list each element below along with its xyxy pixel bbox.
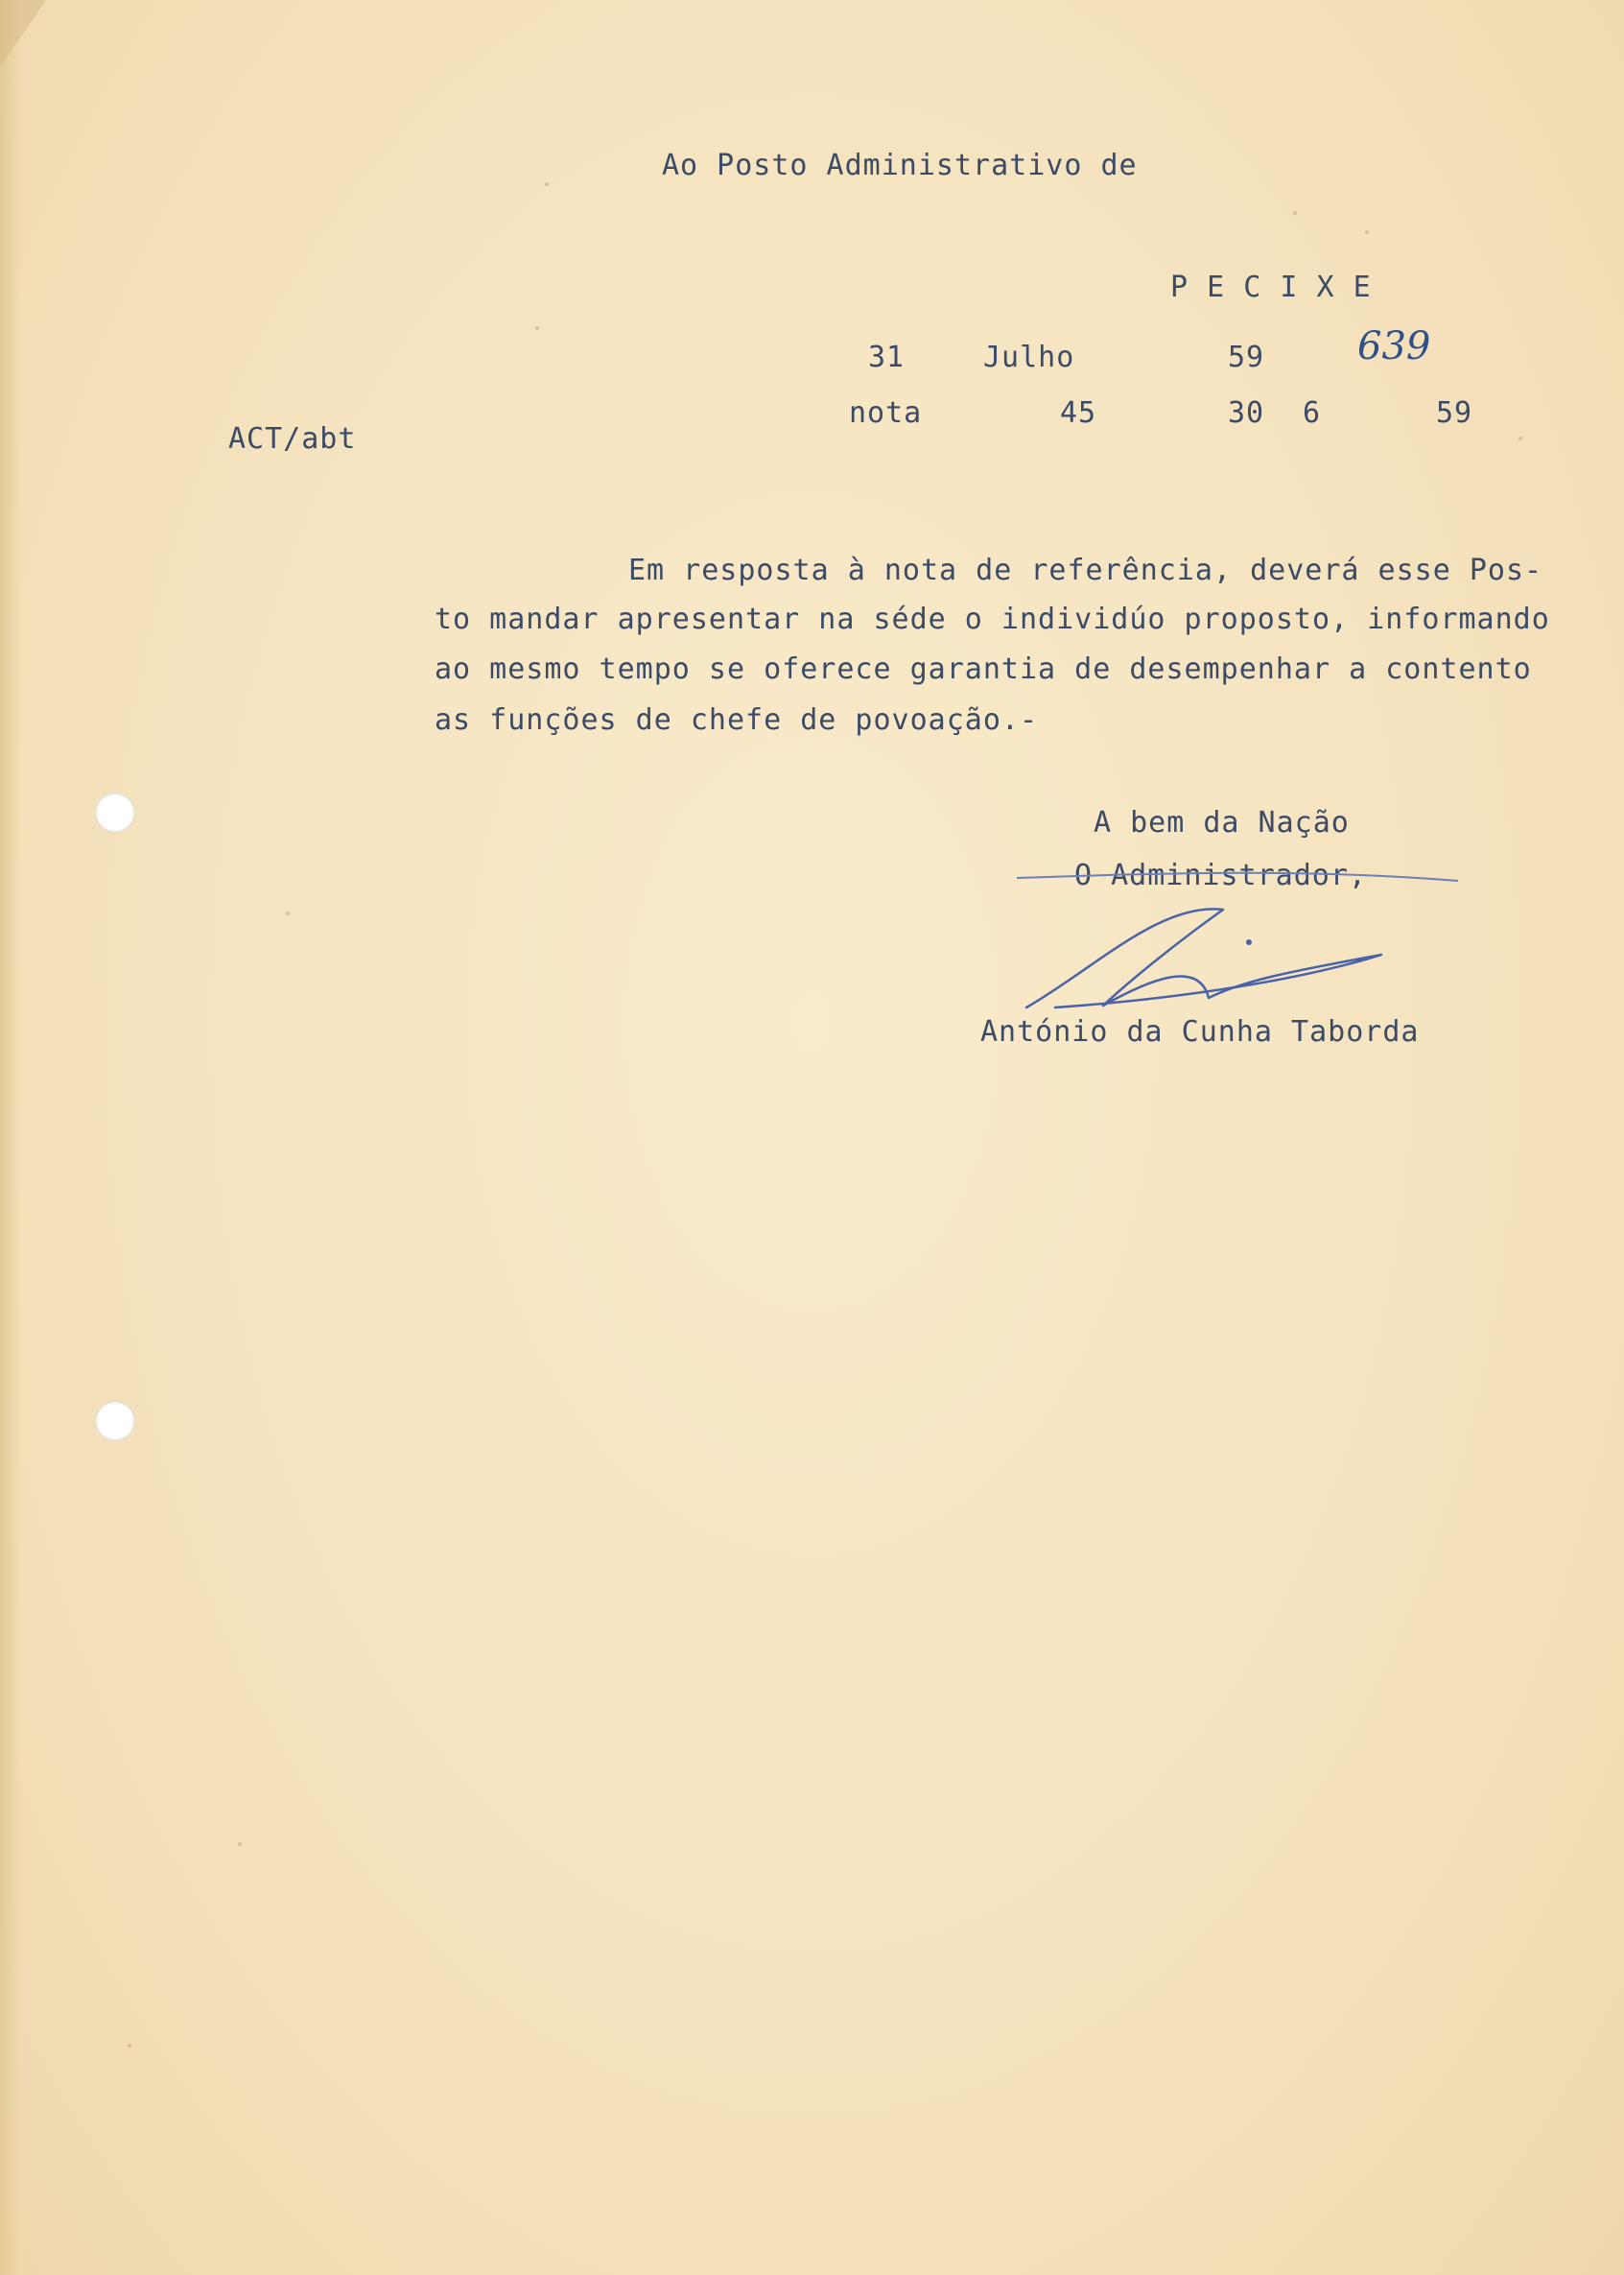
body-line-3: ao mesmo tempo se oferece garantia de desempenhar a contento [435, 652, 1532, 686]
addressee-line: Ao Posto Administrativo de [662, 149, 1138, 182]
paper-speck [238, 1842, 242, 1846]
ref-month: 6 [1303, 396, 1322, 430]
signatory-name: António da Cunha Taborda [980, 1015, 1420, 1049]
paper-speck [1365, 230, 1369, 234]
paper-speck [535, 326, 539, 330]
punch-hole-bottom [95, 1401, 135, 1441]
reference-code: ACT/abt [228, 422, 357, 456]
closing-salutation: A bem da Nação [1094, 806, 1350, 840]
paper-speck [1518, 437, 1522, 440]
addressee-place: P E C I X E [1170, 271, 1372, 304]
handwritten-signature [1017, 864, 1477, 1036]
ref-label: nota [849, 396, 923, 430]
punch-hole-top [95, 793, 135, 833]
ref-day: 30 [1228, 396, 1265, 430]
paper-speck [286, 912, 290, 915]
paper-corner-fold [0, 0, 46, 67]
signatory-title: O Administrador, [1074, 859, 1367, 892]
paper-speck [545, 182, 549, 186]
paper-speck [128, 2044, 131, 2048]
body-line-4: as funções de chefe de povoação.- [435, 703, 1039, 737]
body-line-2: to mandar apresentar na séde o individúo proposto, informando [435, 603, 1550, 636]
body-line-1: Em resposta à nota de referência, deverá esse Pos- [628, 554, 1543, 587]
paper-edge [0, 0, 21, 2275]
date-day: 31 [868, 341, 906, 374]
date-year: 59 [1228, 341, 1265, 374]
date-month: Julho [983, 341, 1075, 374]
handwritten-number: 639 [1357, 324, 1431, 368]
ref-number: 45 [1060, 396, 1097, 430]
paper-speck [1293, 211, 1297, 215]
ref-year: 59 [1436, 396, 1473, 430]
